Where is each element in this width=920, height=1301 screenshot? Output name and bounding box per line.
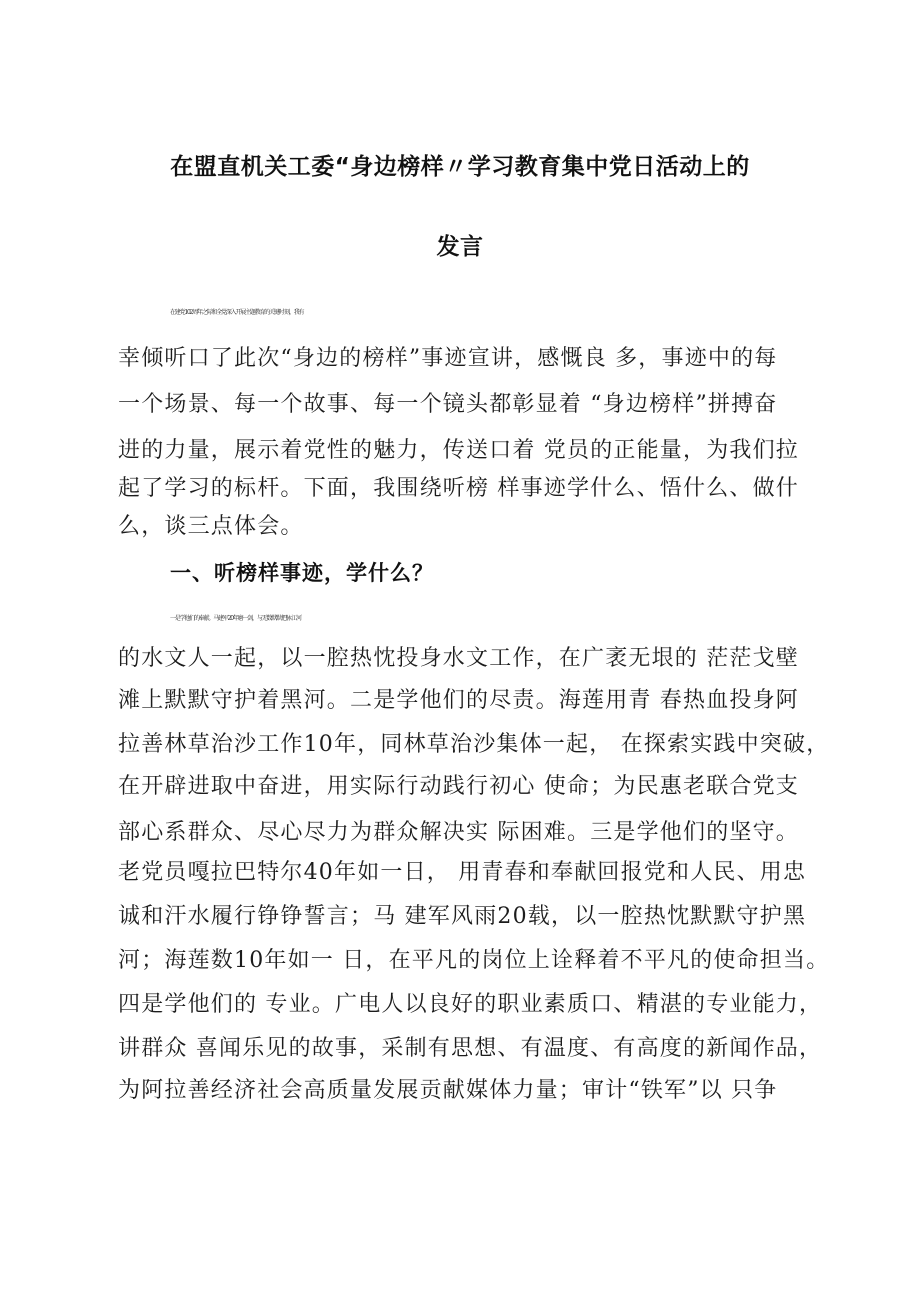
intro-line-2: 幸倾听口了此次“身边的榜样”事迹宣讲，感慨良 多，事迹中的每 bbox=[118, 346, 778, 371]
intro-line-4: 进的力量，展示着党性的魅力，传送口着 党员的正能量，为我们拉 bbox=[118, 438, 799, 463]
section1-line-4: 拉善林草治沙工作10年，同林草治沙集体一起， 在探索实践中突破， bbox=[118, 732, 830, 757]
section1-line-8: 诚和汗水履行铮铮誓言；马 建军风雨20载，以一腔热忱默默守护黑 bbox=[118, 904, 807, 929]
section1-line-12: 为阿拉善经济社会高质量发展贡献媒体力量；审计“铁军”以 只争 bbox=[118, 1078, 778, 1103]
section1-line-11: 讲群众 喜闻乐见的故事，采制有思想、有温度、有高度的新闻作品， bbox=[118, 1036, 823, 1061]
section1-line-2: 的水文人一起，以一腔热忱投身水文工作，在广袤无垠的 茫茫戈壁 bbox=[118, 646, 799, 671]
document-title-line-2: 发言 bbox=[436, 234, 484, 260]
section1-line-3: 滩上默默守护着黑河。二是学他们的尽责。海莲用青 春热血投身阿 bbox=[118, 688, 799, 713]
intro-line-3: 一个场景、每一个故事、每一个镜头都彰显着 “身边榜样”拼搏奋 bbox=[118, 392, 778, 417]
section1-line-10: 四是学他们的 专业。广电人以良好的职业素质口、精湛的专业能力， bbox=[118, 992, 823, 1017]
intro-line-6: 么，谈三点体会。 bbox=[118, 514, 304, 539]
section1-line-6: 部心系群众、尽心尽力为群众解决实 际困难。三是学他们的坚守。 bbox=[118, 820, 799, 845]
intro-line-5: 起了学习的标杆。下面，我围绕听榜 样事迹学什么、悟什么、做什 bbox=[118, 476, 799, 501]
section1-line-1: 一是学他们的奉献。马建军20年磨一剑，与无数默默把脉 江河 bbox=[170, 615, 301, 622]
section1-line-5: 在开辟进取中奋进，用实际行动践行初心 使命；为民惠老联合党支 bbox=[118, 774, 799, 799]
document-title-line-1: 在盟直机关工委“身边榜样〃学习教育集中党日活动上的 bbox=[170, 154, 750, 180]
section1-line-9: 河；海莲数10年如一 日，在平凡的岗位上诠释着不平凡的使命担当。 bbox=[118, 948, 830, 973]
section1-line-7: 老党员嘎拉巴特尔40年如一日， 用青春和奉献回报党和人民、用忠 bbox=[118, 860, 807, 885]
intro-line-1: 在建党102周年之际和全党深入开展主题教育的关键时 刻，我有 bbox=[170, 309, 304, 316]
section-heading-1: 一、听榜样事迹，学什么？ bbox=[170, 561, 434, 585]
